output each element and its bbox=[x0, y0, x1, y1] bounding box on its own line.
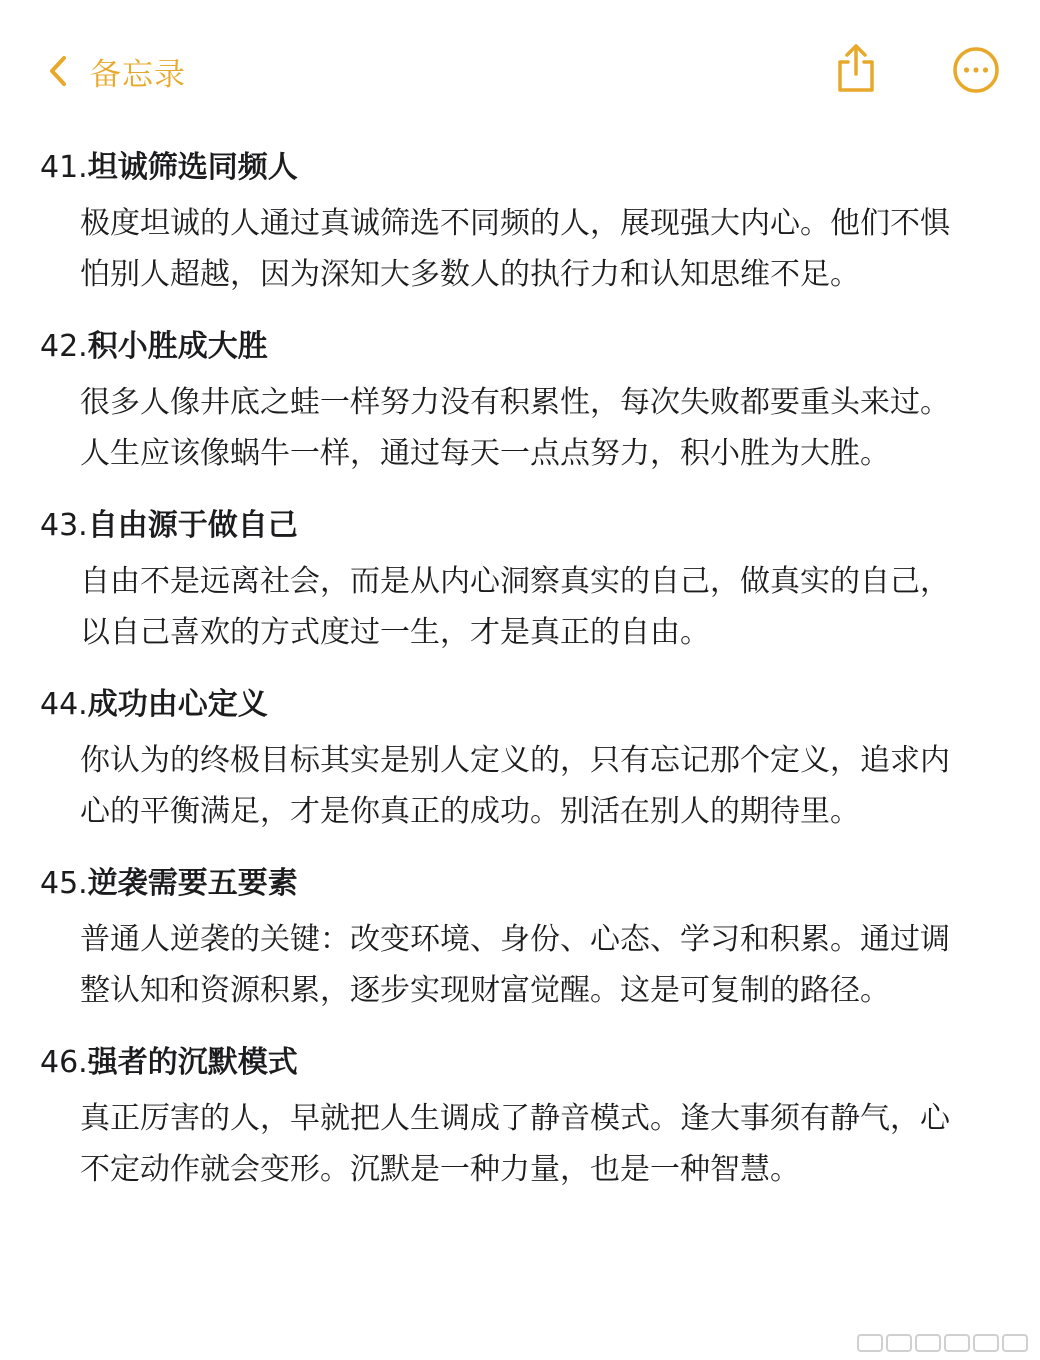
section-heading bbox=[40, 1041, 990, 1085]
note-section bbox=[40, 504, 990, 658]
note-section bbox=[40, 862, 990, 1016]
note-section bbox=[40, 146, 990, 300]
section-title: 逆袭需要五要素 bbox=[87, 866, 298, 901]
section-body: 自由不是远离社会，而是从内心洞察真实的自己，做真实的自己，以自己喜欢的方式度过一生，才是真正的自由。 bbox=[80, 564, 950, 650]
navigation-bar bbox=[0, 0, 1040, 140]
watermark-box bbox=[944, 1334, 970, 1352]
section-body: 真正厉害的人，早就把人生调成了静音模式。逢大事须有静气，心不定动作就会变形。沉默是一种力量，也是一种智慧。 bbox=[80, 1101, 950, 1187]
section-number: 43. bbox=[40, 508, 88, 543]
watermark-logo bbox=[857, 1334, 1028, 1352]
watermark-box bbox=[857, 1334, 883, 1352]
section-body: 你认为的终极目标其实是别人定义的，只有忘记那个定义，追求内心的平衡满足，才是你真正的成功。别活在别人的期待里。 bbox=[80, 743, 950, 829]
section-number: 41. bbox=[40, 150, 88, 185]
back-button[interactable] bbox=[48, 44, 186, 98]
watermark-box bbox=[973, 1334, 999, 1352]
section-body: 极度坦诚的人通过真诚筛选不同频的人，展现强大内心。他们不惧怕别人超越，因为深知大多数人的执行力和认知思维不足。 bbox=[80, 206, 950, 292]
chevron-left-icon bbox=[48, 55, 68, 87]
section-heading bbox=[40, 325, 990, 369]
share-icon bbox=[832, 42, 880, 94]
more-button[interactable] bbox=[952, 46, 1000, 94]
section-number: 46. bbox=[40, 1045, 88, 1080]
share-button[interactable] bbox=[832, 42, 880, 94]
section-body: 很多人像井底之蛙一样努力没有积累性，每次失败都要重头来过。人生应该像蜗牛一样，通过每天一点点努力，积小胜为大胜。 bbox=[80, 385, 950, 471]
note-content[interactable] bbox=[40, 146, 990, 1220]
section-heading bbox=[40, 146, 990, 190]
back-label: 备忘录 bbox=[90, 56, 186, 93]
note-section bbox=[40, 683, 990, 837]
section-title: 成功由心定义 bbox=[87, 687, 268, 722]
watermark-box bbox=[886, 1334, 912, 1352]
ellipsis-circle-icon bbox=[952, 46, 1000, 94]
section-number: 44. bbox=[40, 687, 88, 722]
section-title: 积小胜成大胜 bbox=[87, 329, 268, 364]
section-body: 普通人逆袭的关键：改变环境、身份、心态、学习和积累。通过调整认知和资源积累，逐步实现财富觉醒。这是可复制的路径。 bbox=[80, 922, 950, 1008]
section-number: 45. bbox=[40, 866, 88, 901]
watermark-box bbox=[1002, 1334, 1028, 1352]
section-title: 坦诚筛选同频人 bbox=[87, 150, 298, 185]
section-heading bbox=[40, 683, 990, 727]
note-section bbox=[40, 325, 990, 479]
note-section bbox=[40, 1041, 990, 1195]
section-heading bbox=[40, 862, 990, 906]
section-number: 42. bbox=[40, 329, 88, 364]
section-title: 自由源于做自己 bbox=[87, 508, 298, 543]
section-title: 强者的沉默模式 bbox=[87, 1045, 298, 1080]
watermark-box bbox=[915, 1334, 941, 1352]
section-heading bbox=[40, 504, 990, 548]
